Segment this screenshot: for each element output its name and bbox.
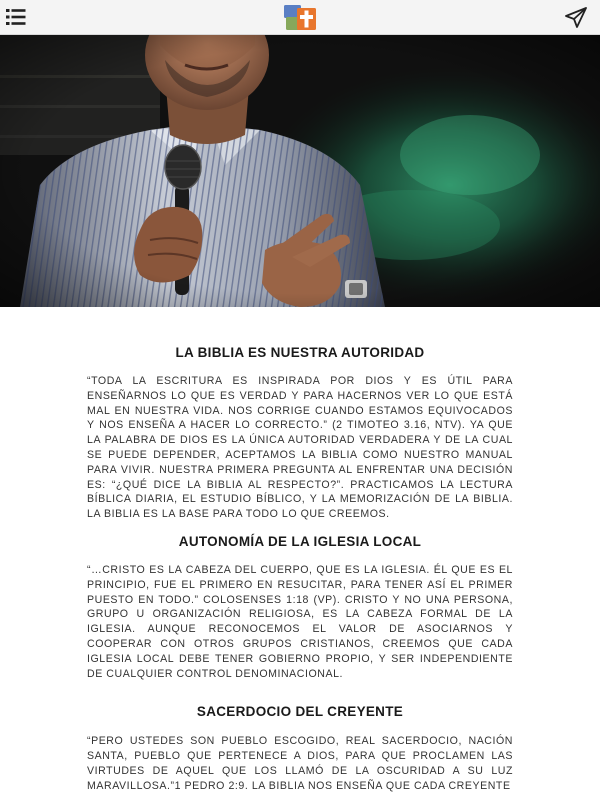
section-body: “TODA LA ESCRITURA ES INSPIRADA POR DIOS Y ES ÚTIL PARA ENSEÑARNOS LO QUE ES VERDAD Y PARA HACERNOS VER LO QUE ESTÁ MAL EN NUESTRA VIDA. NOS CORRIGE CUANDO ESTAMOS EQUIVOCADOS Y NOS ENSEÑA A HACER LO CORRECTO.” (2 TIMOTEO 3.16, NTV). YA QUE LA PALABRA DE DIOS ES LA ÚNICA AUTORIDAD VERDADERA Y DE LA CUAL SE PUEDE DEPENDER, ACEPTAMOS LA BIBLIA COMO NUESTRO MANUAL PARA VIVIR. NUESTRA PRIMERA PREGUNTA AL ENFRENTAR UNA DECISIÓN ES: “¿QUÉ DICE LA BIBLIA AL RESPECTO?”. PRACTICAMOS LA LECTURA BÍBLICA DIARIA, EL ESTUDIO BÍBLICO, Y LA MEMORIZACIÓN DE LA BIBLIA. LA BIBLIA ES LA BASE PARA TODO LO QUE CREEMOS. — [87, 375, 513, 521]
section-priesthood-of-believer — [87, 704, 513, 793]
top-bar — [0, 0, 600, 35]
list-menu-icon[interactable] — [6, 8, 26, 26]
section-title: AUTONOMÍA DE LA IGLESIA LOCAL — [178, 533, 422, 549]
section-title: SACERDOCIO DEL CREYENTE — [196, 704, 404, 720]
section-bible-authority — [87, 345, 513, 522]
paper-plane-send-icon[interactable] — [565, 7, 587, 28]
hero-photo — [0, 35, 600, 307]
church-cross-logo-icon[interactable] — [284, 4, 317, 31]
section-body: “…CRISTO ES LA CABEZA DEL CUERPO, QUE ES LA IGLESIA. ÉL QUE ES EL PRINCIPIO, FUE EL PRIMERO EN RESUCITAR, PARA TENER ASÍ EL PRIMER PUESTO EN TODO.” COLOSENSES 1:18 (VP). CRISTO Y NO UNA PERSONA, GRUPO U ORGANIZACIÓN RELIGIOSA, ES LA CABEZA FORMAL DE LA IGLESIA. AUNQUE RECONOCEMOS EL VALOR DE ASOCIARNOS Y COOPERAR CON OTROS GRUPOS CRISTIANOS, CREEMOS QUE CADA IGLESIA LOCAL DEBE TENER GOBIERNO PROPIO, Y SER INDEPENDIENTE DE CUALQUIER CONTROL DENOMINACIONAL. — [87, 563, 513, 680]
section-title: LA BIBLIA ES NUESTRA AUTORIDAD — [175, 345, 425, 360]
section-local-church-autonomy — [87, 534, 513, 681]
section-body: “PERO USTEDES SON PUEBLO ESCOGIDO, REAL SACERDOCIO, NACIÓN SANTA, PUEBLO QUE PERTENECE A DIOS, PARA QUE PROCLAMEN LAS VIRTUDES DE AQUEL QUE LOS LLAMÓ DE LA OSCURIDAD A SU LUZ MARAVILLOSA.”1 PEDRO 2:9. LA BIBLIA NOS ENSEÑA QUE CADA CREYENTE — [87, 735, 513, 792]
beliefs-content — [0, 307, 600, 800]
